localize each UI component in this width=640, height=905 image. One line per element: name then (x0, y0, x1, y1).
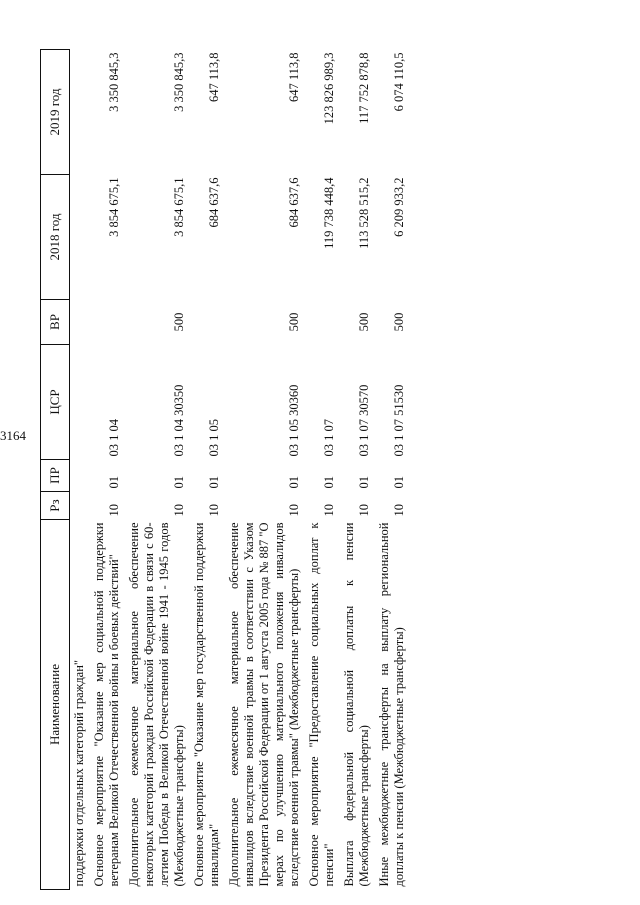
row-name: Дополнительное ежемесячное материальное обеспечение некоторых категорий граждан Российской Федерации в связи с 60-летием Победы в Великой Отечественной войне 1941 - 1945 годов (Межбюджетные трансферты) (127, 522, 186, 887)
header-pr: ПР (41, 460, 70, 492)
row-csr: 03 1 04 30350 (172, 384, 186, 457)
row-2019: 117 752 878,8 (357, 52, 371, 124)
row-2019: 647 113,8 (287, 52, 301, 103)
row-2018: 113 528 515,2 (357, 177, 371, 249)
row-rz: 10 (107, 504, 121, 517)
row-rz: 10 (392, 504, 406, 517)
row-vr: 500 (357, 312, 371, 332)
header-csr: ЦСР (41, 345, 70, 460)
intro-row (70, 50, 90, 890)
row-pr: 01 (322, 476, 336, 489)
table-row (224, 50, 304, 890)
table-row (304, 50, 339, 890)
row-pr: 01 (172, 476, 186, 489)
row-csr: 03 1 07 (322, 419, 336, 457)
row-vr: 500 (172, 312, 186, 332)
budget-table (40, 49, 409, 890)
row-name: Выплата федеральной социальной доплаты к пенсии (Межбюджетные трансферты) (342, 522, 371, 887)
row-vr (89, 300, 124, 345)
row-rz: 10 (322, 504, 336, 517)
row-2018: 3 854 675,1 (172, 177, 186, 237)
row-vr: 500 (287, 312, 301, 332)
row-csr: 03 1 04 (107, 419, 121, 457)
row-rz: 10 (207, 504, 221, 517)
row-pr: 01 (357, 476, 371, 489)
row-pr: 01 (392, 476, 406, 489)
table-row (189, 50, 224, 890)
row-2018: 6 209 933,2 (392, 177, 406, 237)
row-csr: 03 1 05 30360 (287, 384, 301, 457)
row-rz: 10 (287, 504, 301, 517)
row-rz: 10 (357, 504, 371, 517)
intro-text: поддержки отдельных категорий граждан" (72, 659, 86, 887)
row-vr (189, 300, 224, 345)
row-name: Иные межбюджетные трансферты на выплату региональной доплаты к пенсии (Межбюджетные трансферты) (377, 522, 406, 887)
header-2019: 2019 год (41, 50, 70, 175)
row-2018: 684 637,6 (207, 177, 221, 228)
row-rz: 10 (172, 504, 186, 517)
row-2019: 647 113,8 (207, 52, 221, 103)
table-header-row (41, 50, 70, 890)
row-vr: 500 (392, 312, 406, 332)
row-2018: 684 637,6 (287, 177, 301, 228)
row-2018: 3 854 675,1 (107, 177, 121, 237)
header-vr: ВР (41, 300, 70, 345)
row-name: Основное мероприятие "Предоставление социальных доплат к пенсии" (307, 522, 336, 887)
row-2019: 3 350 845,3 (172, 52, 186, 112)
table-row (339, 50, 374, 890)
header-name: Наименование (41, 520, 70, 890)
row-2018: 119 738 448,4 (322, 177, 336, 249)
row-pr: 01 (287, 476, 301, 489)
row-name: Основное мероприятие "Оказание мер государственной поддержки инвалидам" (192, 522, 221, 887)
header-rz: Рз (41, 492, 70, 520)
row-2019: 123 826 989,3 (322, 52, 336, 125)
row-2019: 3 350 845,3 (107, 52, 121, 112)
row-pr: 01 (107, 476, 121, 489)
page-number: 3164 (0, 428, 26, 443)
row-csr: 03 1 07 30570 (357, 384, 371, 457)
table-row (124, 50, 189, 890)
row-2019: 6 074 110,5 (392, 52, 406, 112)
row-vr (304, 300, 339, 345)
header-2018: 2018 год (41, 175, 70, 300)
row-name: Основное мероприятие "Оказание мер социальной поддержки ветеранам Великой Отечественной войны и боевых действий" (92, 522, 121, 887)
row-csr: 03 1 05 (207, 419, 221, 457)
row-csr: 03 1 07 51530 (392, 384, 406, 457)
row-name: Дополнительное ежемесячное материальное обеспечение инвалидов вследствие военной травмы в соответствии с Указом Президента Российской Федерации от 1 августа 2005 года № 887 "О мерах по улучшению материального положения инвалидов вследствие военной травмы" (Межбюджетные трансферты) (227, 522, 301, 887)
rotated-budget-table (40, 50, 600, 890)
table-row (89, 50, 124, 890)
table-row (374, 50, 409, 890)
row-pr: 01 (207, 476, 221, 489)
